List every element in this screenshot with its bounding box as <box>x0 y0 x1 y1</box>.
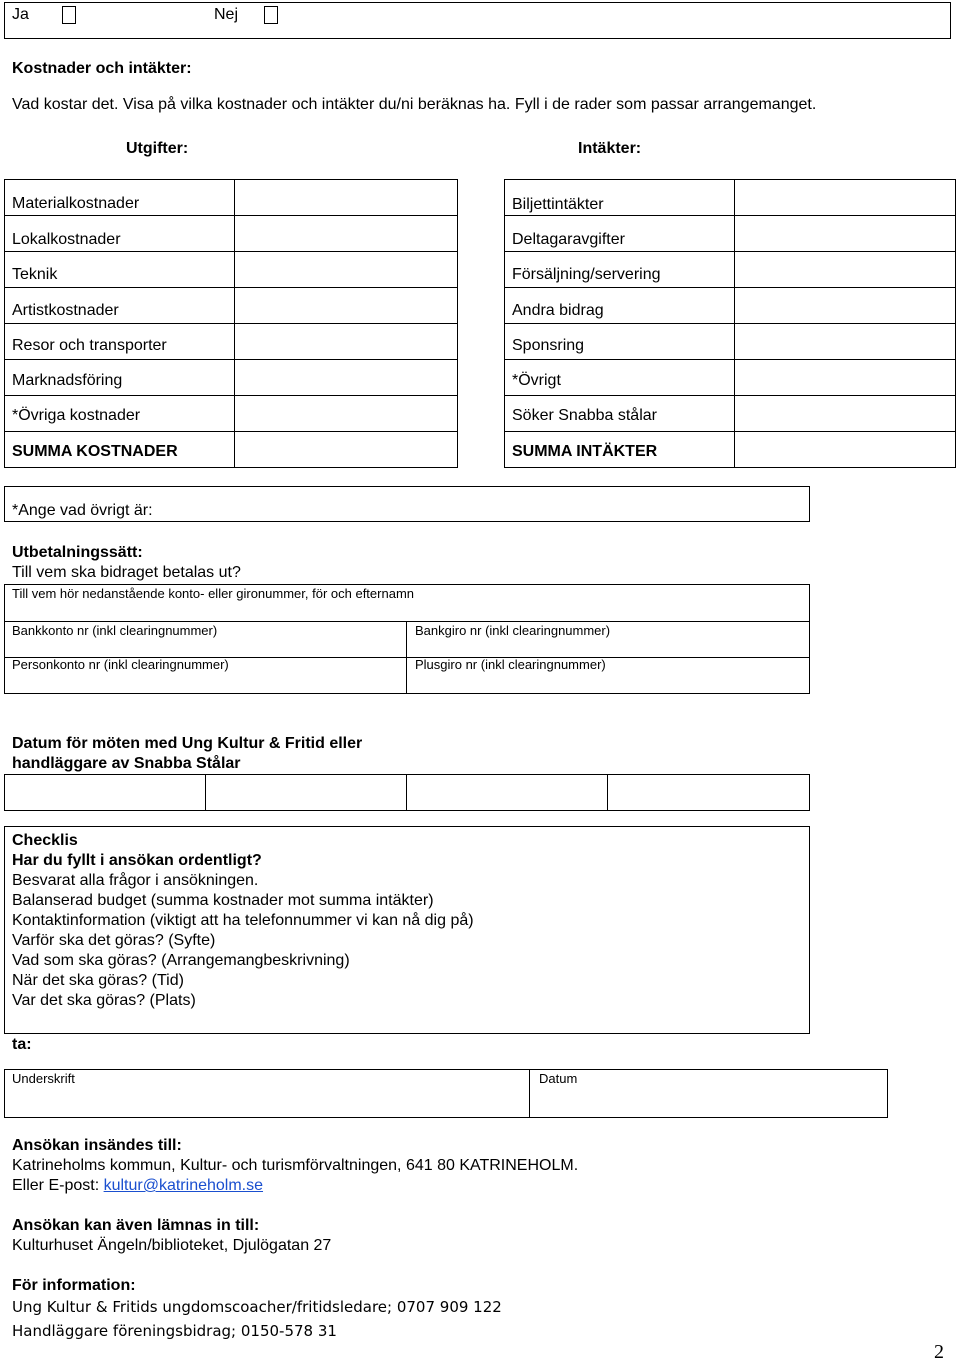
expense-total-label: SUMMA KOSTNADER <box>12 443 178 460</box>
meeting-date-field[interactable] <box>206 775 407 811</box>
checklist-item: Var det ska göras? (Plats) <box>12 992 196 1009</box>
account-owner-label: Till vem hör nedanstående konto- eller gironummer, för och efternamn <box>12 586 414 601</box>
info-line2: Handläggare föreningsbidrag; 0150-578 31 <box>12 1322 337 1340</box>
expense-input[interactable] <box>235 360 458 396</box>
income-label: *Övrigt <box>512 372 561 389</box>
income-label: Deltagaravgifter <box>512 231 625 248</box>
signature-heading: ta: <box>12 1036 32 1053</box>
checklist-item: Kontaktinformation (viktigt att ha telefonnummer vi kan nå dig på) <box>12 912 474 929</box>
info-line1: Ung Kultur & Fritids ungdomscoacher/fritidsledare; 0707 909 122 <box>12 1298 502 1316</box>
income-total-label: SUMMA INTÄKTER <box>512 443 658 460</box>
expenses-heading: Utgifter: <box>126 140 189 157</box>
income-label: Biljettintäkter <box>512 196 604 213</box>
income-label: Sponsring <box>512 337 585 354</box>
yes-checkbox[interactable] <box>62 6 76 24</box>
checklist-heading: Checklis <box>12 832 78 849</box>
income-label: Försäljning/servering <box>512 266 661 283</box>
income-input[interactable] <box>735 288 956 324</box>
income-label: Andra bidrag <box>512 302 604 319</box>
income-heading: Intäkter: <box>578 140 642 157</box>
income-input[interactable] <box>735 216 956 252</box>
submit-heading: Ansökan insändes till: <box>12 1137 182 1154</box>
checklist-item: Vad som ska göras? (Arrangemangbeskrivning) <box>12 952 350 969</box>
signature-table <box>4 1069 888 1118</box>
income-input[interactable] <box>735 360 956 396</box>
submit-address: Katrineholms kommun, Kultur- och turismförvaltningen, 641 80 KATRINEHOLM. <box>12 1157 579 1174</box>
payment-heading: Utbetalningssätt: <box>12 544 143 561</box>
no-label: Nej <box>214 6 239 23</box>
expense-input[interactable] <box>235 252 458 288</box>
income-input[interactable] <box>735 396 956 432</box>
no-checkbox[interactable] <box>264 6 278 24</box>
expense-label: *Övriga kostnader <box>12 407 141 424</box>
signature-field[interactable] <box>5 1070 530 1118</box>
signature-date-field[interactable] <box>530 1070 888 1118</box>
other-specification-label: *Ange vad övrigt är: <box>12 502 153 519</box>
bank-account-label: Bankkonto nr (inkl clearingnummer) <box>12 623 218 638</box>
meeting-dates-table <box>4 774 810 811</box>
expense-label: Lokalkostnader <box>12 231 121 248</box>
signature-date-label: Datum <box>539 1071 578 1086</box>
email-prefix: Eller E-post: <box>12 1177 104 1194</box>
yes-no-box <box>4 2 951 39</box>
costs-instruction: Vad kostar det. Visa på vilka kostnader och intäkter du/ni beräknas ha. Fyll i de rader som passar arrangemanget. <box>12 96 817 113</box>
income-input[interactable] <box>735 432 956 468</box>
checklist-question: Har du fyllt i ansökan ordentligt? <box>12 852 262 869</box>
plusgiro-label: Plusgiro nr (inkl clearingnummer) <box>415 657 606 672</box>
income-input[interactable] <box>735 252 956 288</box>
deliver-address: Kulturhuset Ängeln/biblioteket, Djulögatan 27 <box>12 1237 332 1254</box>
expense-input[interactable] <box>235 396 458 432</box>
expense-input[interactable] <box>235 324 458 360</box>
meeting-date-field[interactable] <box>407 775 608 811</box>
expense-input[interactable] <box>235 288 458 324</box>
info-heading: För information: <box>12 1277 136 1294</box>
expense-label: Artistkostnader <box>12 302 119 319</box>
submit-email-line <box>12 1176 263 1196</box>
checklist-item: Varför ska det göras? (Syfte) <box>12 932 216 949</box>
costs-heading: Kostnader och intäkter: <box>12 60 192 77</box>
meeting-date-field[interactable] <box>5 775 206 811</box>
expense-label: Teknik <box>12 266 58 283</box>
meetings-heading-line2: handläggare av Snabba Stålar <box>12 755 241 772</box>
expense-label: Materialkostnader <box>12 195 140 212</box>
deliver-heading: Ansökan kan även lämnas in till: <box>12 1217 260 1234</box>
signature-label: Underskrift <box>12 1071 75 1086</box>
checklist-item: Besvarat alla frågor i ansökningen. <box>12 872 259 889</box>
expense-input[interactable] <box>235 216 458 252</box>
email-link[interactable]: kultur@katrineholm.se <box>103 1177 264 1194</box>
payment-question: Till vem ska bidraget betalas ut? <box>12 564 241 581</box>
income-input[interactable] <box>735 324 956 360</box>
meetings-heading-line1: Datum för möten med Ung Kultur & Fritid eller <box>12 735 363 752</box>
personal-account-label: Personkonto nr (inkl clearingnummer) <box>12 657 229 672</box>
page-number: 2 <box>934 1341 944 1363</box>
income-input[interactable] <box>735 180 956 216</box>
expense-input[interactable] <box>235 432 458 468</box>
checklist-item: När det ska göras? (Tid) <box>12 972 184 989</box>
expense-label: Resor och transporter <box>12 337 167 354</box>
income-label: Söker Snabba stålar <box>512 407 657 424</box>
yes-label: Ja <box>12 6 29 23</box>
expense-input[interactable] <box>235 180 458 216</box>
bankgiro-label: Bankgiro nr (inkl clearingnummer) <box>415 623 611 638</box>
expense-label: Marknadsföring <box>12 372 123 389</box>
checklist-item: Balanserad budget (summa kostnader mot summa intäkter) <box>12 892 434 909</box>
meeting-date-field[interactable] <box>608 775 810 811</box>
